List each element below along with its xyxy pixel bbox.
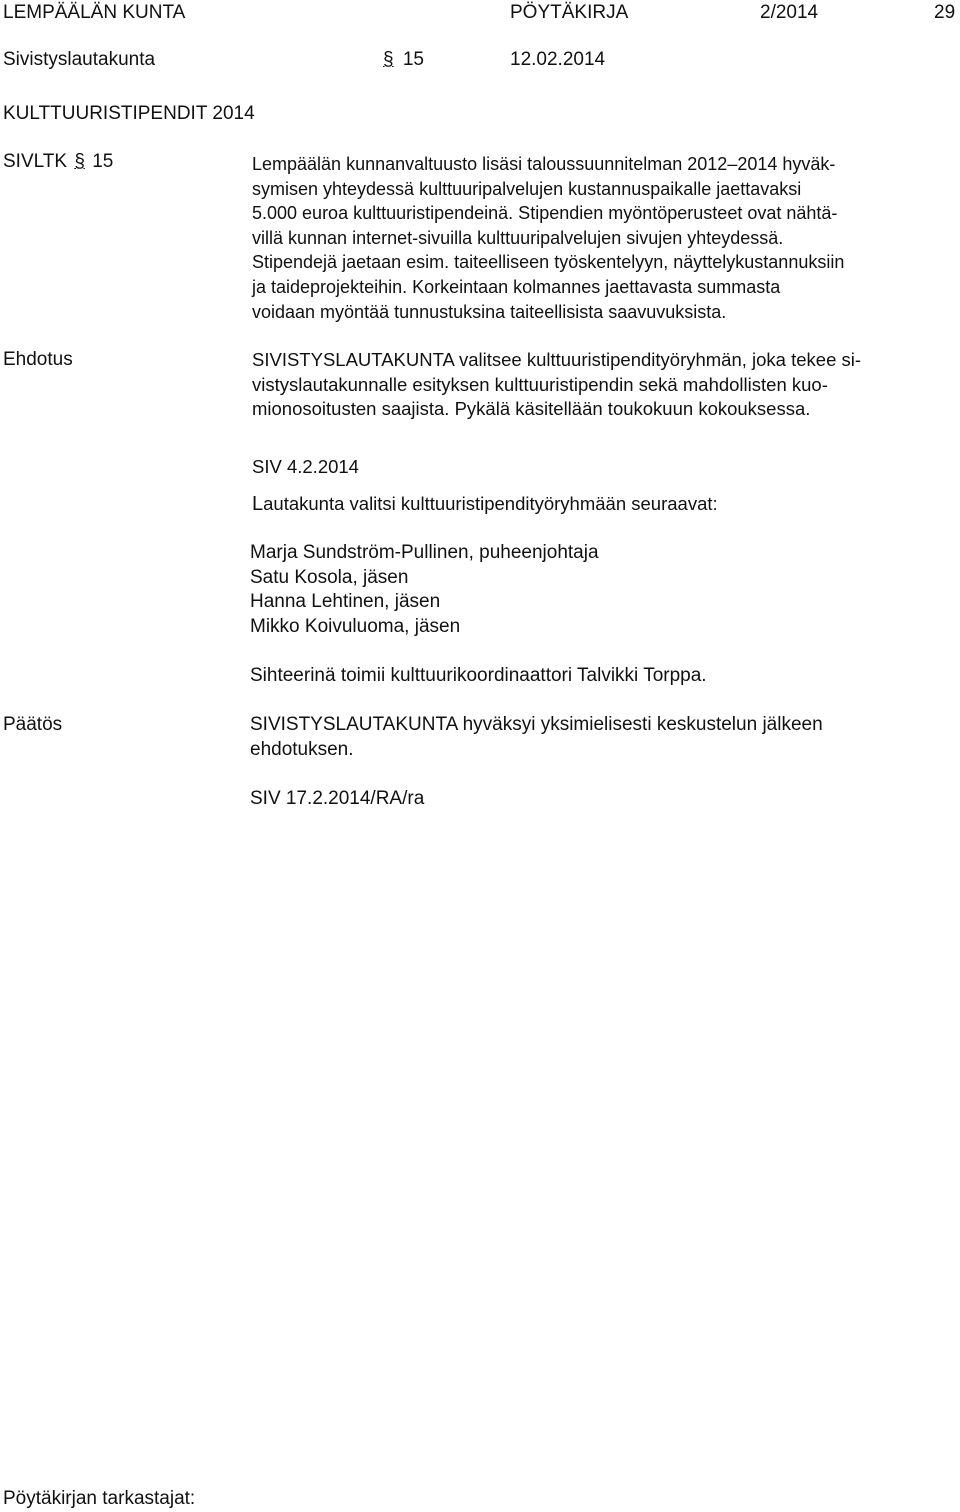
item-number: 15: [92, 151, 114, 172]
decision-line: SIVISTYSLAUTAKUNTA hyväksyi yksimielisesti keskustelun jälkeen: [250, 714, 823, 735]
proposal-line: SIVISTYSLAUTAKUNTA valitsee kulttuuristipendityöryhmän, joka tekee si-: [252, 349, 862, 370]
member-item: Satu Kosola, jäsen: [250, 566, 409, 588]
item-description: [252, 152, 957, 324]
item-code: SIVLTK: [3, 151, 68, 172]
meeting-date: 12.02.2014: [510, 49, 606, 70]
member-item: Mikko Koivuluoma, jäsen: [250, 615, 461, 637]
decision-line: ehdotuksen.: [250, 738, 354, 760]
section-sign: §: [383, 49, 394, 70]
member-list: [250, 541, 599, 639]
member-item: Marja Sundström-Pullinen, puheenjohtaja: [250, 542, 599, 563]
decision-reference: SIV 17.2.2014/RA/ra: [250, 788, 425, 809]
item-line: voidaan myöntää tunnustuksina taiteellisista saavuvuksista.: [252, 301, 727, 322]
proposal-label: Ehdotus: [3, 349, 73, 370]
update-intro: [252, 493, 718, 516]
document-title: KULTTUURISTIPENDIT 2014: [3, 103, 255, 124]
member-item: Hanna Lehtinen, jäsen: [250, 591, 441, 613]
decision-label: Päätös: [3, 714, 63, 735]
item-line: 5.000 euroa kulttuuristipendeinä. Stipendien myöntöperusteet ovat nähtä-: [252, 203, 838, 224]
decision-text: [250, 713, 823, 762]
section-number: 15: [402, 49, 424, 70]
item-line: Lempäälän kunnanvaltuusto lisäsi taloussuunnitelman 2012–2014 hyväk-: [252, 154, 836, 174]
board-name: Sivistyslautakunta: [3, 49, 156, 70]
item-label: [3, 151, 113, 173]
proposal-line: mionosoitusten saajista. Pykälä käsitellään toukokuun kokouksessa.: [252, 398, 811, 420]
document-number: 2/2014: [760, 2, 819, 23]
update-intro-rest: autakunta valitsi kulttuuristipendityöryhmään seuraavat:: [263, 493, 718, 514]
proposal-line: vistyslautakunnalle esityksen kulttuuristipendin sekä mahdollisten kuo-: [252, 373, 828, 395]
update-reference: SIV 4.2.2014: [252, 456, 359, 477]
item-line: ja taideprojekteihin. Korkeintaan kolmannes jaettavasta summasta: [252, 276, 781, 297]
item-section-sign: §: [74, 151, 85, 172]
page-number: 29: [934, 2, 956, 23]
header-section: [383, 49, 424, 71]
item-line: Stipendejä jaetaan esim. taiteelliseen työskentelyyn, näyttelykustannuksiin: [252, 252, 845, 273]
item-line: villä kunnan internet-sivuilla kulttuuripalvelujen sivujen yhteydessä.: [252, 227, 784, 248]
municipality-name: LEMPÄÄLÄN KUNTA: [3, 2, 186, 23]
item-line: symisen yhteydessä kulttuuripalvelujen kustannuspaikalle jaettavaksi: [252, 178, 802, 199]
update-intro-initial: L: [252, 493, 264, 515]
proposal-text: [252, 348, 861, 422]
minutes-checkers-label: Pöytäkirjan tarkastajat:: [3, 1488, 196, 1509]
document-type: PÖYTÄKIRJA: [510, 2, 629, 23]
secretary-note: Sihteerinä toimii kulttuurikoordinaattori Talvikki Torppa.: [250, 665, 707, 686]
